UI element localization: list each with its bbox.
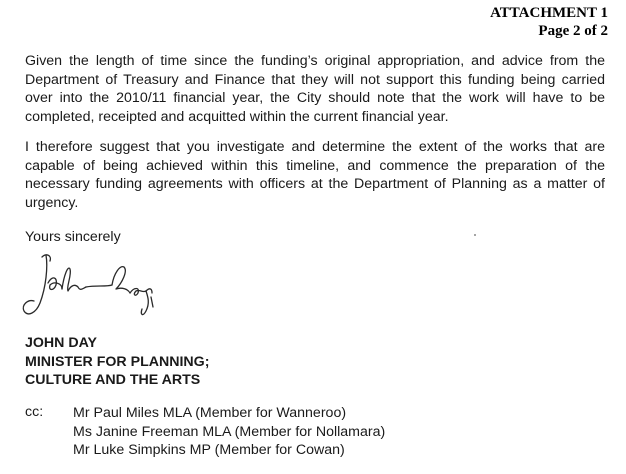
cc-recipient: Mr Luke Simpkins MP (Member for Cowan) xyxy=(73,442,345,458)
cc-recipient: Ms Janine Freeman MLA (Member for Nollamara) xyxy=(73,423,386,440)
attachment-label: ATTACHMENT 1 xyxy=(490,5,608,21)
signer-title-line-2: CULTURE AND THE ARTS xyxy=(25,372,201,388)
cc-recipient-list xyxy=(73,404,385,460)
cc-recipient: Mr Paul Miles MLA (Member for Wanneroo) xyxy=(73,405,347,421)
closing-salutation: Yours sincerely xyxy=(25,229,121,245)
body-paragraph-2: I therefore suggest that you investigate and determine the extent of the works that are capable of being achieved within this timeline, and commence the preparation of the necessary funding agreements with officers at the Department of Planning as a matter of urgency. xyxy=(25,139,605,211)
signer-block xyxy=(25,334,209,390)
handwritten-signature xyxy=(12,247,162,325)
page-number: Page 2 of 2 xyxy=(538,23,608,39)
attachment-header xyxy=(490,4,608,40)
scan-speck xyxy=(474,234,476,236)
signer-title-line-1: MINISTER FOR PLANNING; xyxy=(25,353,210,370)
body-paragraph-1: Given the length of time since the funding’s original appropriation, and advice from the Department of Treasury and Finance that they will not support this funding being carried over into the 2010/11 financial year, the City should note that the work will have to be completed, receipted and acquitted within the current financial year. xyxy=(25,53,605,125)
cc-label: cc: xyxy=(25,404,44,420)
signer-name: JOHN DAY xyxy=(25,335,98,351)
